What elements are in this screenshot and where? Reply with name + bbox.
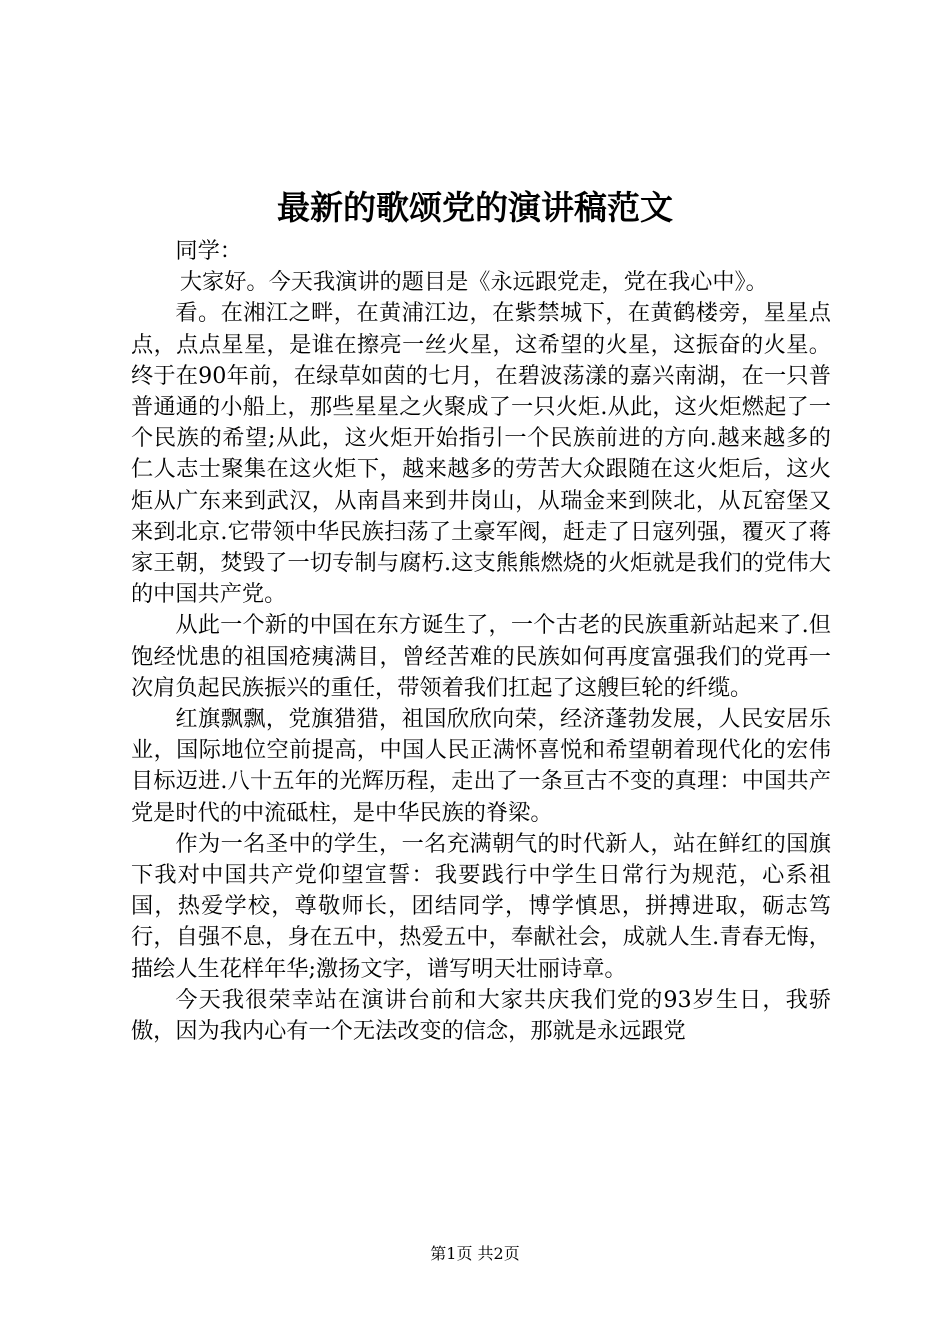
paragraph: 红旗飘飘，党旗猎猎，祖国欣欣向荣，经济蓬勃发展，人民安居乐业，国际地位空前提高，中国人民正满怀喜悦和希望朝着现代化的宏伟目标迈进.八十五年的光辉历程，走出了一条亘古不变的真理：中国共产党是时代的中流砥柱，是中华民族的脊梁。 xyxy=(131,706,831,826)
salutation: 同学： xyxy=(175,238,242,264)
paragraph: 作为一名圣中的学生，一名充满朝气的时代新人，站在鲜红的国旗下我对中国共产党仰望宣誓：我要践行中学生日常行为规范，心系祖国，热爱学校，尊敬师长，团结同学，博学慎思，拼搏进取，砺志笃行，自强不息，身在五中，热爱五中，奉献社会，成就人生.青春无悔，描绘人生花样年华;激扬文字，谱写明天壮丽诗章。 xyxy=(131,830,831,982)
paragraph: 今天我很荣幸站在演讲台前和大家共庆我们党的93岁生日，我骄傲，因为我内心有一个无法改变的信念，那就是永远跟党 xyxy=(131,986,831,1045)
paragraph: 从此一个新的中国在东方诞生了，一个古老的民族重新站起来了.但饱经忧患的祖国疮痍满目，曾经苦难的民族如何再度富强我们的党再一次肩负起民族振兴的重任，带领着我们扛起了这艘巨轮的纤缆。 xyxy=(131,612,831,701)
document-body xyxy=(131,236,831,1047)
paragraph-greeting: 大家好。今天我演讲的题目是《永远跟党走，党在我心中》。 xyxy=(179,269,768,296)
page-footer: 第1页 共2页 xyxy=(430,1244,520,1263)
paragraph: 看。在湘江之畔，在黄浦江边，在紫禁城下，在黄鹤楼旁，星星点点，点点星星，是谁在擦亮一丝火星，这希望的火星，这振奋的火星。终于在90年前，在绿草如茵的七月，在碧波荡漾的嘉兴南湖，在一只普普通通的小船上，那些星星之火聚成了一只火炬.从此，这火炬燃起了一个民族的希望;从此，这火炬开始指引一个民族前进的方向.越来越多的仁人志士聚集在这火炬下，越来越多的劳苦大众跟随在这火炬后，这火炬从广东来到武汉，从南昌来到井岗山，从瑞金来到陕北，从瓦窑堡又来到北京.它带领中华民族扫荡了土豪军阀，赶走了日寇列强，覆灭了蒋家王朝，焚毁了一切专制与腐朽.这支熊熊燃烧的火炬就是我们的党伟大的中国共产党。 xyxy=(131,300,831,608)
document-title: 最新的歌颂党的演讲稿范文 xyxy=(277,188,673,227)
